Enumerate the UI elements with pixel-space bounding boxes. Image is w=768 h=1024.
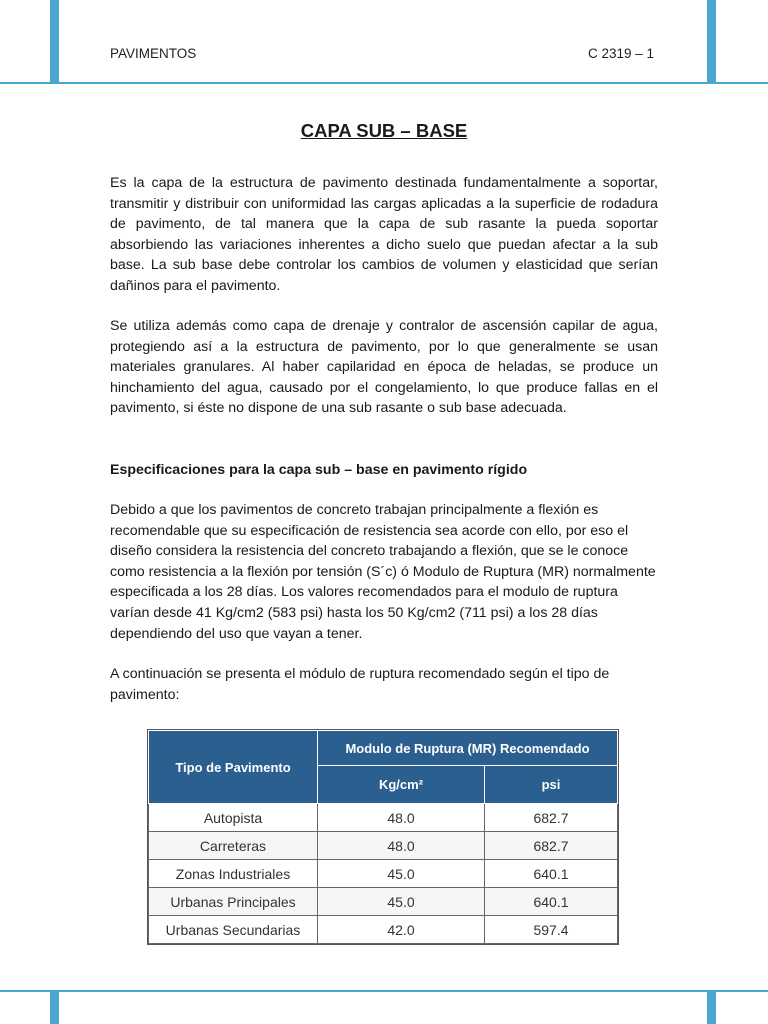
cell-psi: 640.1 <box>485 888 618 916</box>
cell-psi: 682.7 <box>485 804 618 832</box>
cell-kg: 42.0 <box>318 916 485 944</box>
table-row <box>149 832 618 860</box>
page-title: CAPA SUB – BASE <box>300 120 468 141</box>
cell-tipo: Zonas Industriales <box>149 860 318 888</box>
cell-kg: 48.0 <box>318 832 485 860</box>
footer-rule <box>0 990 768 992</box>
section-heading: Especificaciones para la capa sub – base en pavimento rígido <box>110 462 528 478</box>
cell-psi: 682.7 <box>485 832 618 860</box>
header-left-text: PAVIMENTOS <box>110 46 197 61</box>
header-group: Modulo de Ruptura (MR) Recomendado <box>318 731 618 766</box>
cell-psi: 597.4 <box>485 916 618 944</box>
cell-kg: 45.0 <box>318 888 485 916</box>
cell-tipo: Urbanas Principales <box>149 888 318 916</box>
header-left-bar <box>50 0 59 82</box>
header-right-text: C 2319 – 1 <box>587 46 654 61</box>
cell-tipo: Carreteras <box>149 832 318 860</box>
paragraph-1: Es la capa de la estructura de pavimento destinada fundamentalmente a soportar, transmitir y distribuir con uniformidad las cargas aplicadas a la superficie de rodadura de pavimento, de tal manera que la capa de sub rasante la pueda soportar absorbiendo las variaciones inherentes a dicho suelo que puedan afectar a la sub base. La sub base debe controlar los cambios de volumen y elasticidad que serían dañinos para el pavimento. <box>110 175 658 294</box>
cell-kg: 48.0 <box>318 804 485 832</box>
header-rule <box>0 82 768 84</box>
paragraph-3: Debido a que los pavimentos de concreto trabajan principalmente a flexión es recomendable que su especificación de resistencia sea acorde con ello, por eso el diseño considera la resistencia del concreto trabajando a flexión, que se le conoce como resistencia a la flexión por tensión (S´c) ó Modulo de Ruptura (MR) normalmente especificada a los 28 días. Los valores recomendados para el modulo de ruptura varían desde 41 Kg/cm2 (583 psi) hasta los 50 Kg/cm2 (711 psi) a los 28 días dependiendo del uso que vayan a tener. <box>110 502 656 642</box>
paragraph-2: Se utiliza además como capa de drenaje y contralor de ascensión capilar de agua, protegiendo así a la estructura de pavimento, por lo que generalmente se usan materiales granulares. Al haber capilaridad en época de heladas, se produce un hinchamiento del agua, causado por el congelamiento, lo que produce fallas en el pavimento, si éste no dispone de una sub rasante o sub base adecuada. <box>110 318 658 417</box>
header-right-bar <box>707 0 716 82</box>
footer-left-bar <box>50 990 59 1024</box>
cell-tipo: Urbanas Secundarias <box>149 916 318 944</box>
table-row <box>149 916 618 944</box>
table-row <box>149 860 618 888</box>
table-row <box>149 804 618 832</box>
cell-psi: 640.1 <box>485 860 618 888</box>
footer-right-bar <box>707 990 716 1024</box>
paragraph-4: A continuación se presenta el módulo de ruptura recomendado según el tipo de pavimento: <box>110 666 610 703</box>
header-psi: psi <box>485 766 618 804</box>
header-kg: Kg/cm² <box>318 766 485 804</box>
header-tipo: Tipo de Pavimento <box>149 731 318 804</box>
cell-kg: 45.0 <box>318 860 485 888</box>
table-row <box>149 888 618 916</box>
cell-tipo: Autopista <box>149 804 318 832</box>
modulus-table <box>148 730 618 944</box>
